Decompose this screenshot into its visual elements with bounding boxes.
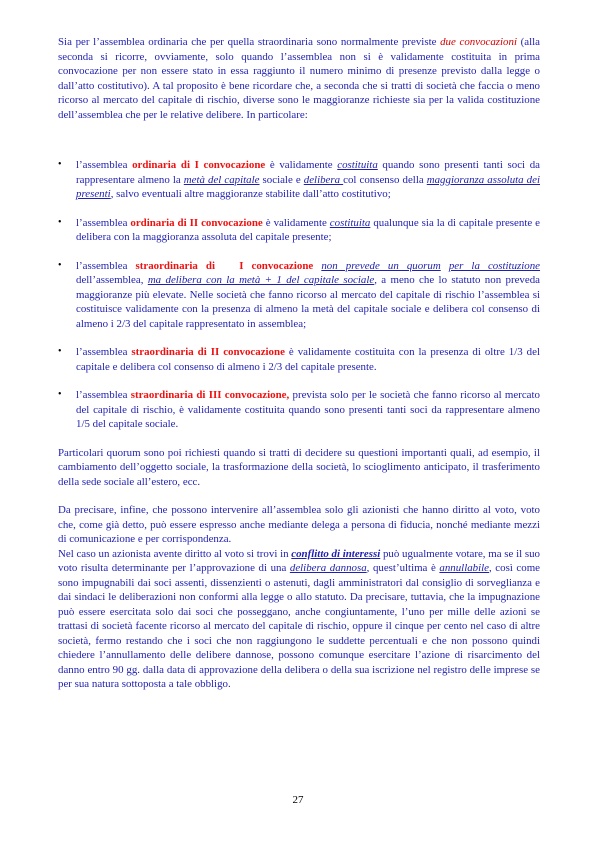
highlight-red: straordinaria di II convocazione (131, 346, 285, 358)
bullet-icon: • (58, 346, 62, 357)
text: l’assemblea (76, 389, 131, 401)
list-item (58, 158, 540, 202)
underlined-term: per la costituzione (448, 259, 541, 272)
text: (alla seconda si ricorre, ovviamente, solo quando l’assemblea non si è validamente costituita in prima convocazione per non essere stato in essa raggiunto il numero minimo di presenze previsto dalla legge o dall’atto costitutivo). A tal proposito è bene ricordare che, a seconda che si tratti di società che faccia o meno ricorso al mercato del capitale di rischio, diverse sono le maggioranze richieste sia per la valida costituzione dell’assemblea che per le relative delibere. In particolare: (58, 36, 541, 121)
bullet-icon: • (58, 216, 62, 228)
underlined-term: costituita (337, 159, 378, 171)
underlined-term: costituita (329, 216, 371, 229)
text: Da precisare, infine, che possono intervenire all’assemblea solo gli azionisti che hanno diritto al voto, voto che, come già detto, può essere espresso anche mediante delega a persona di fiducia, nonché mediante mezzi di comunicazione e per corrispondenza. (58, 504, 540, 545)
list-item (58, 259, 540, 332)
highlight-red: straordinaria di I convocazione (135, 259, 314, 272)
underlined-term: conflitto di interessi (291, 547, 381, 560)
text: l’assemblea (76, 346, 132, 358)
quorum-paragraph: Particolari quorum sono poi richiesti quando si tratti di decidere su questioni importanti quali, ad esempio, il cambiamento dell’oggetto sociale, la trasformazione della società, lo scioglimento anticipato, il trasferimento della sede sociale all’estero, ecc. (58, 446, 540, 488)
highlight-red: straordinaria di III convocazione, (130, 389, 290, 401)
document-body (58, 35, 540, 692)
text: è validamente (262, 216, 330, 229)
intro-paragraph (58, 35, 540, 122)
text: l’assemblea (76, 259, 136, 272)
text: col consenso della (343, 173, 427, 186)
text: è validamente (265, 159, 338, 171)
text (441, 260, 449, 272)
underlined-term: annullabile (439, 562, 489, 574)
text: dell’assemblea, (76, 274, 148, 286)
voting-rights-paragraph (58, 503, 540, 692)
underlined-term: delibera (303, 173, 344, 186)
bullet-icon: • (58, 159, 62, 170)
text: , salvo eventuali altre maggioranze stabilite dall’atto costitutivo; (110, 188, 391, 200)
text: può ugualmente votare, ma se il suo voto risulta determinante per l’approvazione di una (58, 547, 540, 574)
text: l’assemblea (76, 159, 133, 171)
bullet-icon: • (58, 389, 62, 400)
text: , quest’ultima è (366, 562, 440, 574)
bullet-icon: • (58, 259, 62, 271)
text: Sia per l’assemblea ordinaria che per quella straordinaria sono normalmente previste (58, 36, 441, 48)
text: qualunque sia la di capitale presente e delibera con la maggioranza assoluta del capitale presente; (76, 216, 540, 243)
underlined-term: delibera dannosa (289, 562, 367, 574)
text: , così come sono impugnabili dai soci assenti, dissenzienti o astenuti, dagli amministratori dal consiglio di sorveglianza e dai sindaci le deliberazioni non conformi alla legge o allo statuto. Da precisare, tuttavia, che la impugnazione può essere esercitata solo dai soci che posseggano, anche congiuntamente, l’uno per mille delle azioni se trattasi di società facente ricorso al mercato del capitale di rischio, oppure il cinque per cento nel caso di altre società, fermo restando che i soci che non raggiungono le suddette percentuali e che non possono quindi chiedere l’annullamento delle delibere dannose, possono comunque esercitare l’azione di risarcimento del danno entro 90 gg. dalla data di approvazione della delibera o della sua iscrizione nel registro delle imprese se per sua natura sottoposta a tale obbligo. (58, 562, 540, 690)
text: è validamente costituita con la presenza di oltre 1/3 del capitale e delibera col consenso di almeno i 2/3 del capitale presente. (76, 346, 540, 373)
underlined-term: ma delibera con la metà + 1 del capitale sociale (147, 274, 375, 286)
page-number: 27 (292, 794, 304, 806)
due-convocazioni-emphasis: due convocazioni (440, 36, 517, 48)
highlight-red: ordinaria di II convocazione (130, 216, 263, 229)
list-item (58, 216, 540, 245)
text: Nel caso un azionista avente diritto al voto si trovi in (58, 547, 292, 560)
text: quando sono presenti tanti soci da rappresentare almeno la (76, 159, 540, 186)
list-item (58, 345, 540, 374)
highlight-red: ordinaria di I convocazione (132, 159, 266, 171)
text: , a meno che lo statuto non preveda maggioranze più elevate. Nelle società che fanno ricorso al mercato del capitale di rischio l’assemblea si costituisce validamente con la presenza di almeno la metà del capitale sociale e delibera col consenso di almeno i 2/3 del capitale rappresentato in assemblea; (76, 274, 540, 330)
text: sociale e (259, 173, 304, 186)
underlined-term: maggioranza assoluta dei presenti (76, 173, 540, 200)
text: l’assemblea (76, 216, 131, 229)
underlined-term: non prevede un quorum (321, 259, 441, 272)
convocation-list (58, 158, 540, 432)
underlined-term: metà del capitale (183, 173, 260, 186)
list-item (58, 388, 540, 432)
text: prevista solo per le società che fanno ricorso al mercato del capitale di rischio, è validamente costituita quando sono presenti tanti soci da rappresentare almeno 1/5 del capitale sociale. (76, 389, 540, 430)
